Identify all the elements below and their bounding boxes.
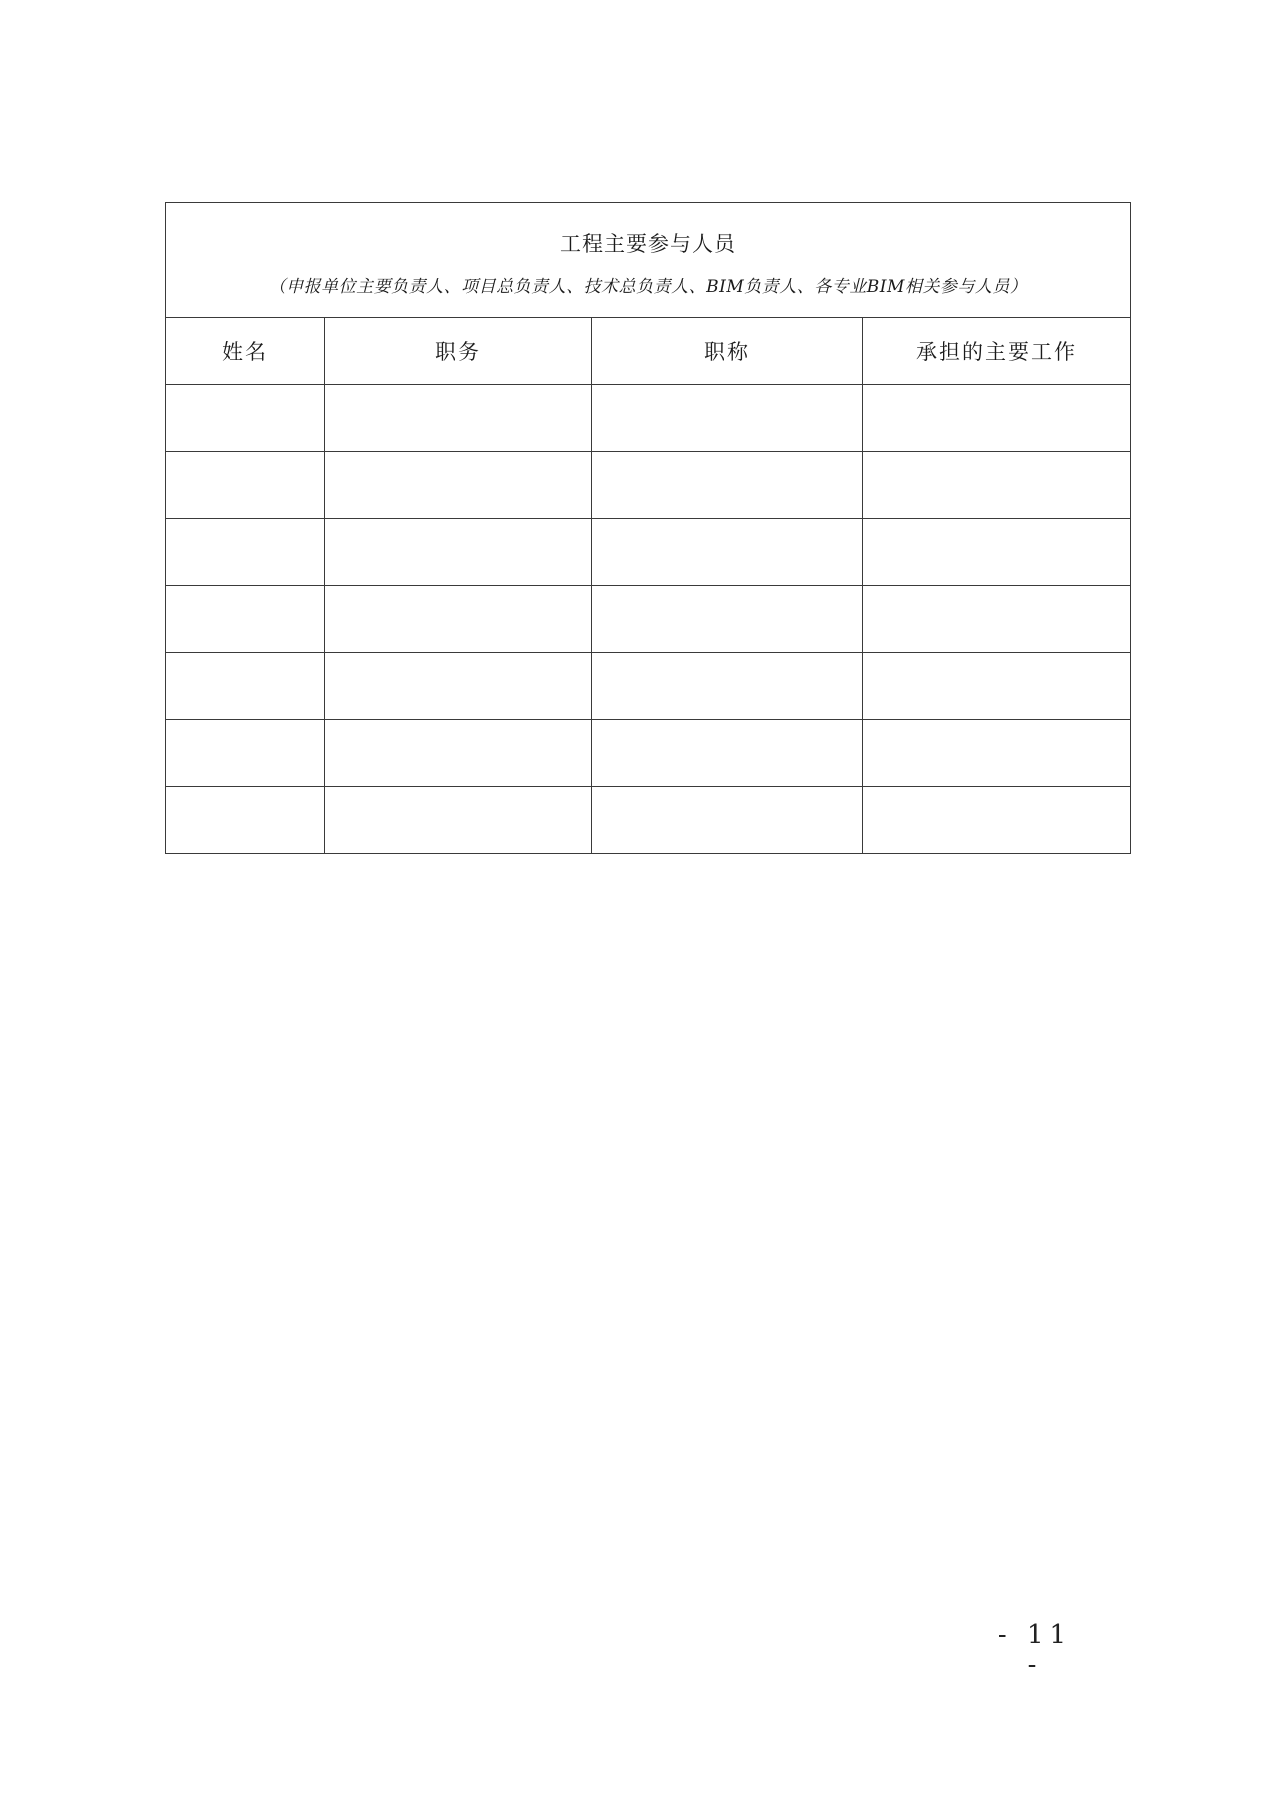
table-cell-main-work — [863, 720, 1131, 787]
table-cell-position — [325, 653, 592, 720]
table-cell-main-work — [863, 586, 1131, 653]
table-cell-name — [166, 586, 325, 653]
table-cell-title — [592, 519, 863, 586]
column-header-main-work: 承担的主要工作 — [863, 318, 1131, 385]
table-header-row — [166, 318, 1131, 385]
table-cell-position — [325, 586, 592, 653]
column-header-name: 姓名 — [166, 318, 325, 385]
table-cell-name — [166, 653, 325, 720]
table-cell-name — [166, 720, 325, 787]
table-row — [166, 385, 1131, 452]
table-cell-title — [592, 385, 863, 452]
table-cell-title — [592, 787, 863, 854]
table-cell-position — [325, 519, 592, 586]
column-header-position: 职务 — [325, 318, 592, 385]
table-cell-title — [592, 452, 863, 519]
page-number: - 11 - — [997, 1620, 1073, 1680]
table-cell-position — [325, 787, 592, 854]
table-row — [166, 653, 1131, 720]
table-cell-main-work — [863, 385, 1131, 452]
table-title: 工程主要参与人员 — [560, 231, 737, 256]
table-cell-name — [166, 519, 325, 586]
table-cell-main-work — [863, 787, 1131, 854]
column-header-title: 职称 — [592, 318, 863, 385]
table-cell-name — [166, 452, 325, 519]
personnel-table — [165, 202, 1131, 854]
table-row — [166, 519, 1131, 586]
table-subtitle: （申报单位主要负责人、项目总负责人、技术总负责人、BIM负责人、各专业BIM相关参与人员） — [268, 276, 1028, 297]
table-cell-main-work — [863, 519, 1131, 586]
table-row — [166, 720, 1131, 787]
table-title-row — [166, 203, 1131, 318]
table-row — [166, 787, 1131, 854]
table-cell-position — [325, 720, 592, 787]
table-cell-title — [592, 653, 863, 720]
table-cell-main-work — [863, 452, 1131, 519]
table-cell-main-work — [863, 653, 1131, 720]
table-cell-position — [325, 385, 592, 452]
table-cell-position — [325, 452, 592, 519]
table-row — [166, 452, 1131, 519]
table-row — [166, 586, 1131, 653]
table-cell-title — [592, 586, 863, 653]
table-cell-name — [166, 787, 325, 854]
table-cell-name — [166, 385, 325, 452]
table-title-cell — [166, 203, 1131, 318]
table-cell-title — [592, 720, 863, 787]
